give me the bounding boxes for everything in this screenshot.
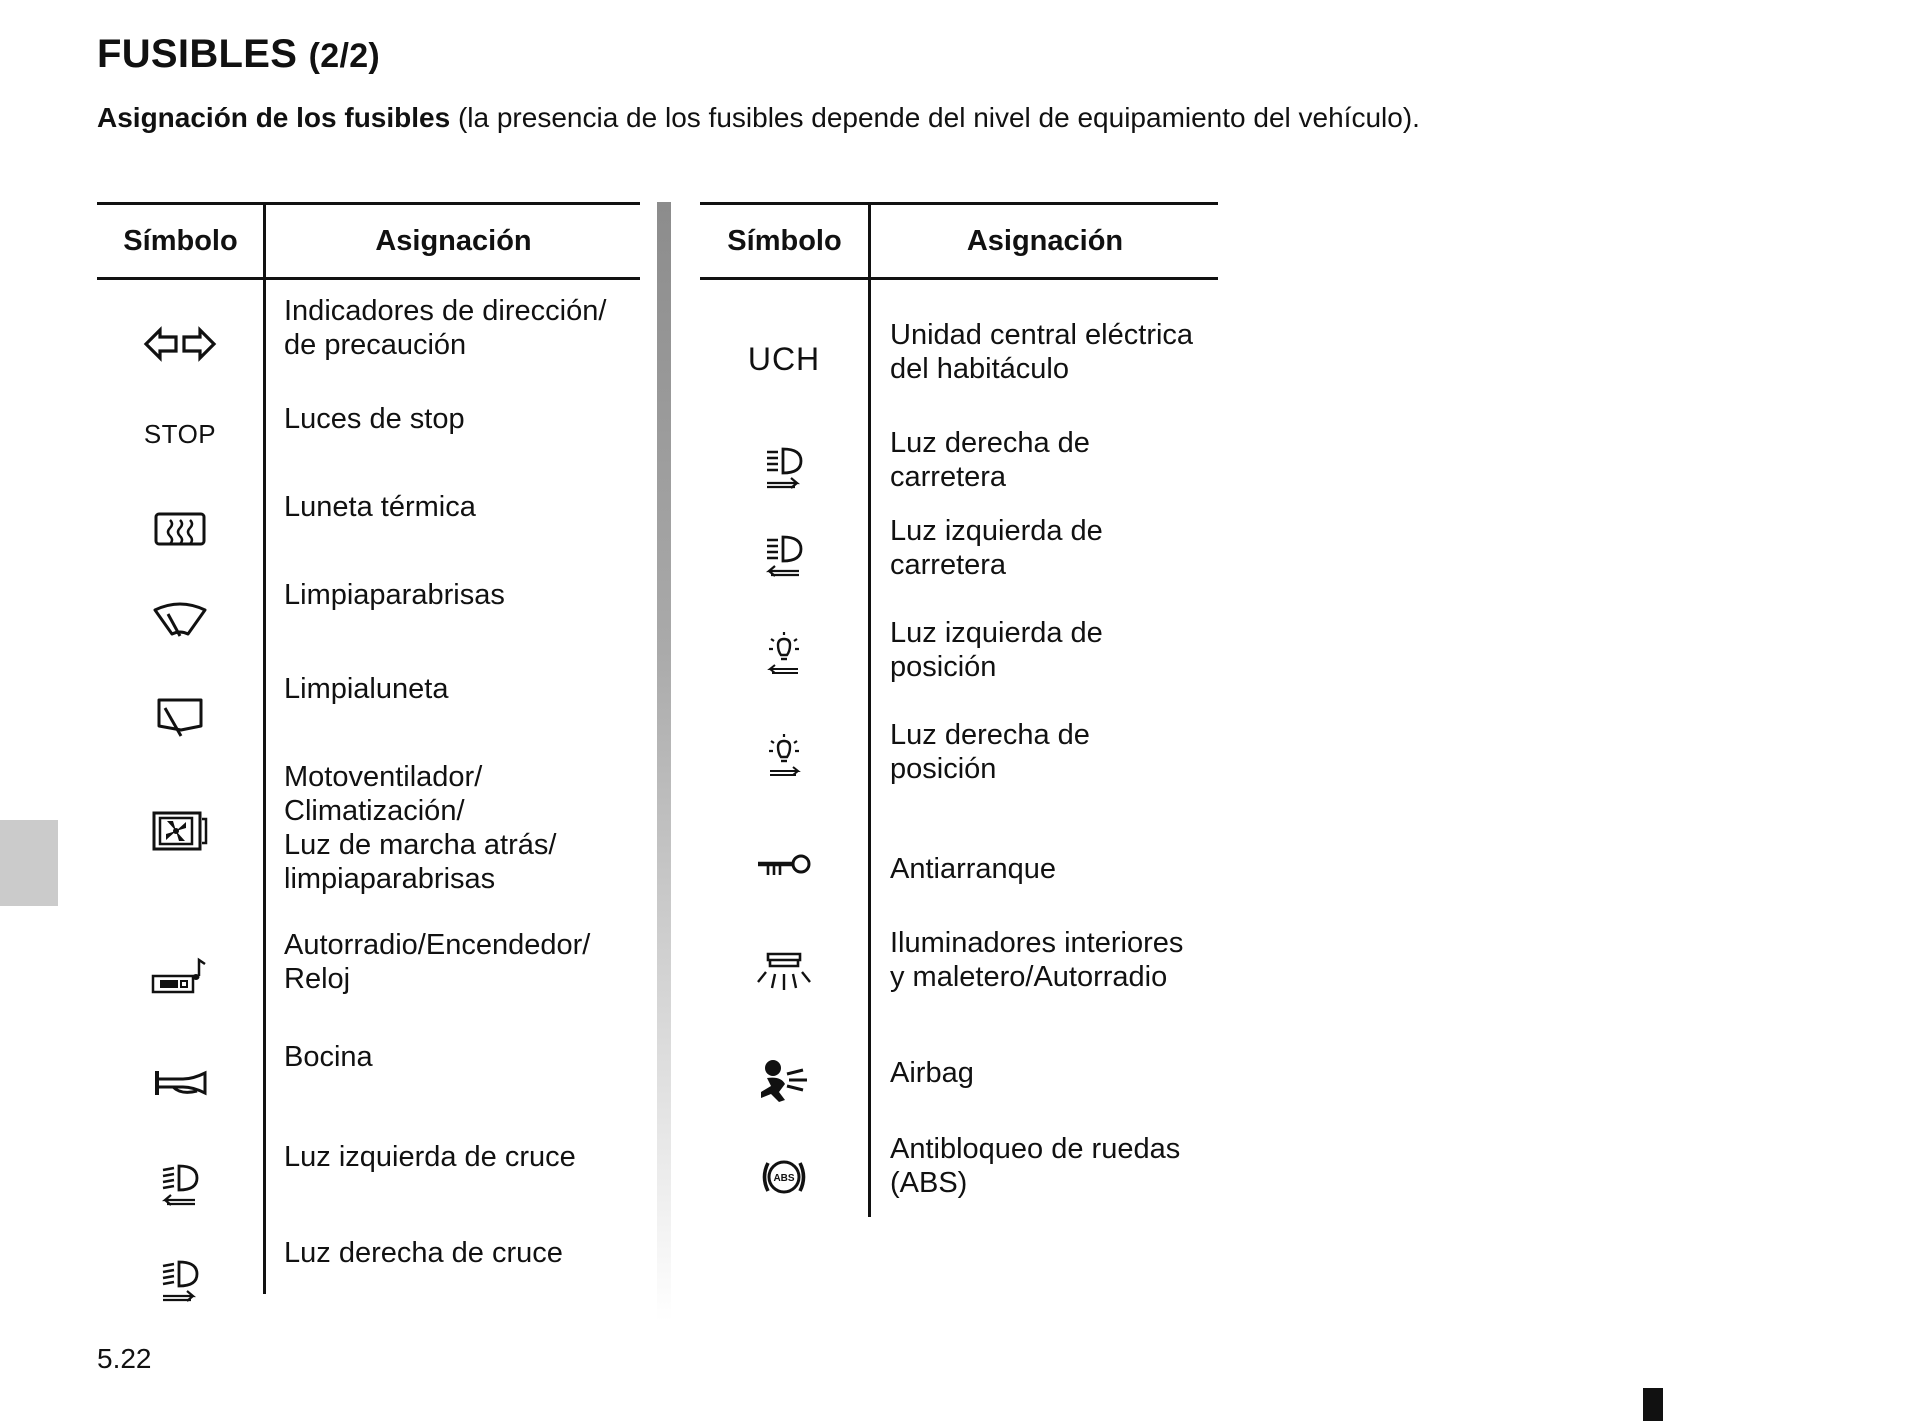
row-assignment: Antiarranque (890, 853, 1057, 885)
table-row (700, 426, 1218, 510)
low-beam-left-icon (97, 1140, 263, 1230)
row-assignment: Limpiaparabrisas (284, 579, 505, 611)
abs-text: ABS (773, 1173, 795, 1184)
stop-text: STOP (143, 418, 217, 449)
header-assignment: Asignación (966, 225, 1124, 257)
table-header (97, 202, 640, 280)
intro-rest: (la presencia de los fusibles depende del nivel de equipamiento del vehículo). (450, 102, 1420, 133)
table-row (97, 294, 640, 394)
table-row (97, 1236, 640, 1326)
table-row (700, 1036, 1218, 1126)
table-row (700, 718, 1218, 802)
table-row (97, 760, 640, 902)
table-row (97, 490, 640, 570)
table-row (97, 578, 640, 662)
row-assignment: Motoventilador/ Climatización/ Luz de marcha atrás/ limpiaparabrisas (284, 761, 557, 895)
position-light-left-icon (700, 616, 868, 700)
header-assignment: Asignación (375, 225, 532, 257)
row-assignment: Indicadores de dirección/ de precaución (284, 295, 607, 361)
intro-paragraph (97, 102, 1420, 134)
radio-icon (97, 928, 263, 1028)
table-row (97, 1040, 640, 1126)
header-symbol: Símbolo (727, 225, 842, 257)
row-assignment: Luneta térmica (284, 491, 476, 523)
row-assignment: Luz derecha de carretera (890, 427, 1090, 493)
position-light-right-icon (700, 718, 868, 802)
row-assignment: Luz derecha de cruce (284, 1237, 563, 1269)
page-title-text: FUSIBLES (97, 32, 298, 76)
row-assignment: Iluminadores interiores y maletero/Autorradio (890, 927, 1184, 993)
header-symbol: Símbolo (123, 225, 238, 257)
table-row (700, 616, 1218, 700)
rear-wiper-icon (97, 672, 263, 762)
chapter-tab (0, 820, 58, 906)
page-number: 5.22 (97, 1343, 152, 1374)
row-assignment: Airbag (890, 1057, 974, 1089)
row-assignment: Luces de stop (284, 403, 465, 435)
airbag-icon (700, 1036, 868, 1126)
stop-icon (97, 402, 263, 466)
row-assignment: Luz izquierda de cruce (284, 1141, 576, 1173)
high-beam-left-icon (700, 514, 868, 598)
low-beam-right-icon (97, 1236, 263, 1326)
rear-defrost-icon (97, 490, 263, 570)
horn-icon (97, 1040, 263, 1126)
windshield-wiper-icon (97, 578, 263, 662)
fan-icon (97, 760, 263, 902)
table-row (700, 314, 1218, 404)
table-row (700, 824, 1218, 908)
turn-signal-icon (97, 294, 263, 394)
page-title (97, 32, 380, 77)
row-assignment: Luz derecha de posición (890, 719, 1090, 785)
high-beam-right-icon (700, 426, 868, 510)
table-row (97, 1140, 640, 1230)
row-assignment: Antibloqueo de ruedas (ABS) (890, 1133, 1181, 1199)
table-row (700, 926, 1218, 1016)
table-row (97, 672, 640, 762)
abs-icon (700, 1132, 868, 1222)
interior-light-icon (700, 926, 868, 1016)
row-assignment: Bocina (284, 1041, 373, 1073)
page-title-part: (2/2) (308, 37, 381, 75)
row-assignment: Luz izquierda de carretera (890, 515, 1103, 581)
column-separator-bar (657, 202, 671, 1322)
row-assignment: Luz izquierda de posición (890, 617, 1103, 683)
row-assignment: Limpialuneta (284, 673, 449, 705)
immobilizer-key-icon (700, 824, 868, 908)
table-row (97, 402, 640, 466)
intro-bold: Asignación de los fusibles (97, 102, 451, 133)
row-assignment: Unidad central eléctrica del habitáculo (890, 319, 1194, 385)
corner-mark (1643, 1388, 1663, 1421)
fuse-table-right (700, 202, 1218, 1217)
table-header (700, 202, 1218, 280)
fuse-table-left (97, 202, 640, 1294)
uch-icon (700, 314, 868, 404)
table-row (700, 1132, 1218, 1222)
uch-text: UCH (747, 340, 821, 377)
table-row (97, 928, 640, 1028)
row-assignment: Autorradio/Encendedor/ Reloj (284, 929, 591, 995)
table-row (700, 514, 1218, 598)
